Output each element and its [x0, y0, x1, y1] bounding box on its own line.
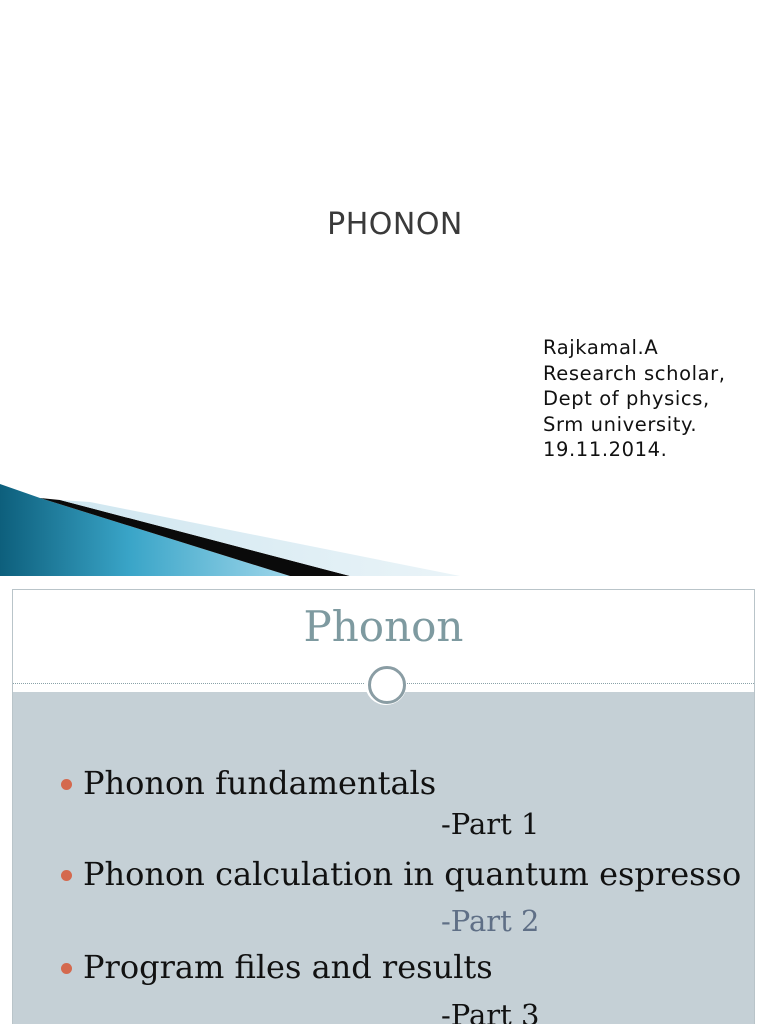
- bullet-item: [83, 948, 493, 986]
- bullet-text: Phonon fundamentals: [83, 764, 437, 802]
- bullet-dot-icon: [61, 870, 72, 881]
- bullet-dot-icon: [61, 779, 72, 790]
- author-block: [543, 335, 726, 463]
- slide-2-content: [13, 692, 754, 1024]
- bullet-part: -Part 2: [441, 904, 540, 938]
- bullet-item: [83, 764, 436, 802]
- bullet-text: Program files and results: [83, 948, 493, 986]
- bullet-text: Phonon calculation in quantum espresso: [83, 855, 742, 893]
- slide-1-title: PHONON: [327, 207, 463, 242]
- author-line: 19.11.2014.: [543, 438, 668, 461]
- bullet-part: -Part 3: [441, 998, 540, 1024]
- bullet-dot-icon: [61, 963, 72, 974]
- author-line: Rajkamal.A: [543, 336, 659, 359]
- author-line: Research scholar,: [543, 361, 726, 385]
- slide-2-title: Phonon: [303, 602, 464, 651]
- ring-icon: [368, 666, 406, 704]
- decorative-swoosh: [0, 480, 768, 576]
- bullet-part: -Part 1: [441, 807, 540, 841]
- bullet-item: [83, 855, 741, 893]
- slide-2[interactable]: [12, 589, 755, 1024]
- author-line: Srm university.: [543, 412, 698, 436]
- author-line: Dept of physics,: [543, 387, 710, 410]
